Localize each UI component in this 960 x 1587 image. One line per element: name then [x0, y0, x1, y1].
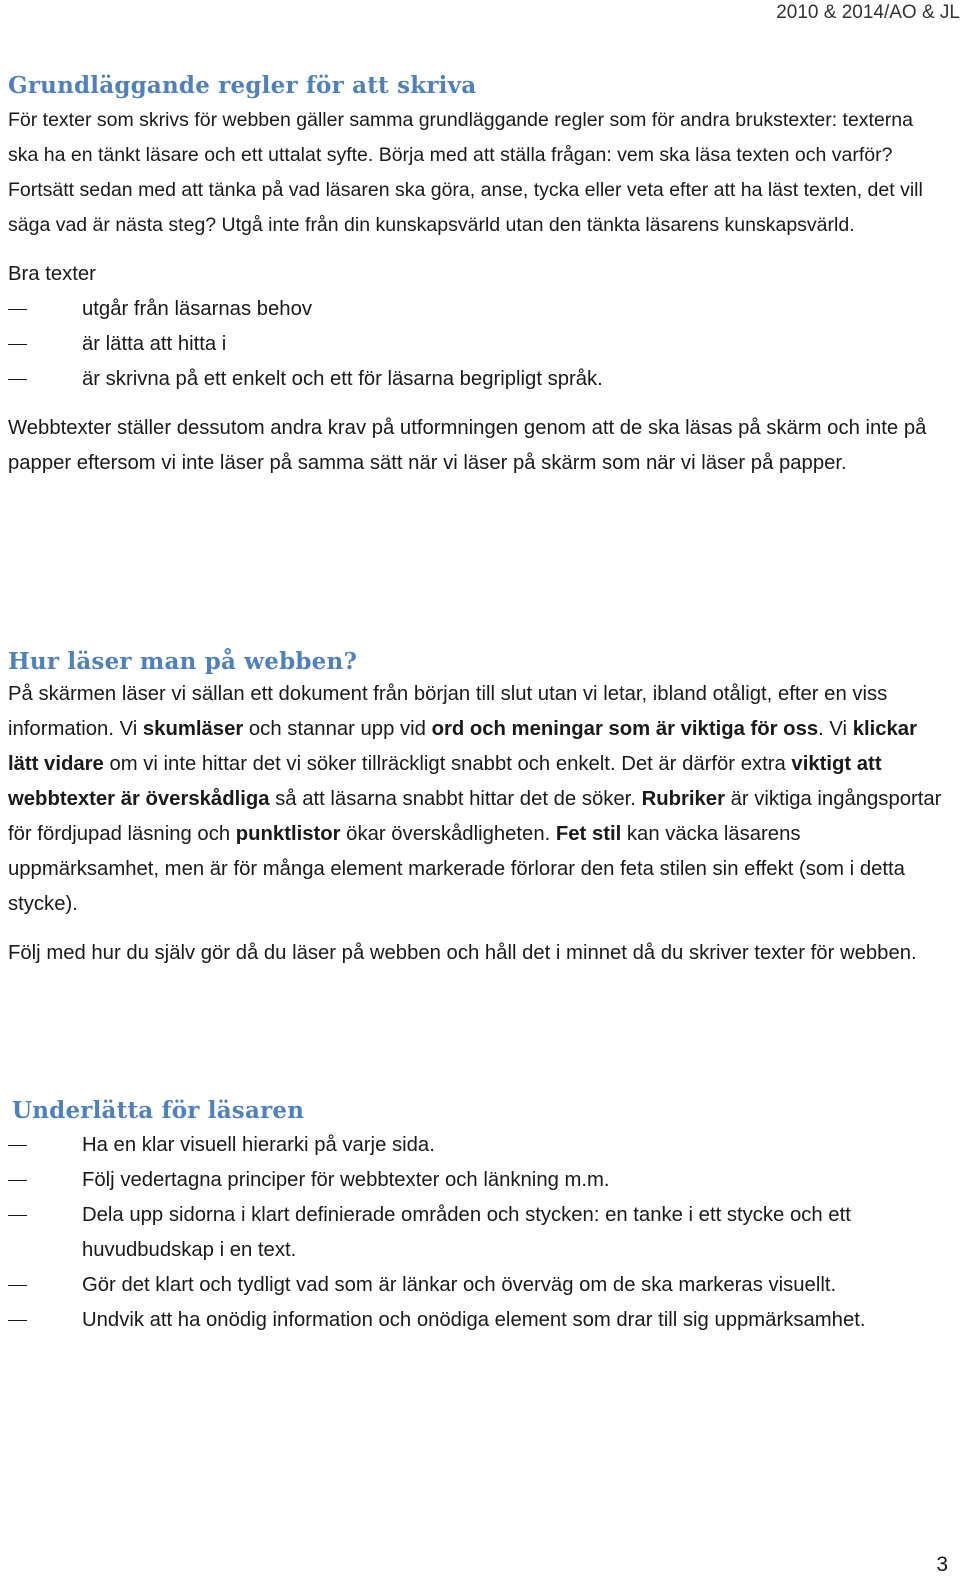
list-item: Ha en klar visuell hierarki på varje sida. [8, 1128, 946, 1163]
dash-bullet-icon [8, 1285, 27, 1286]
list-item: är lätta att hitta i [8, 327, 946, 362]
section-heading: Grundläggande regler för att skriva [8, 72, 477, 99]
dash-bullet-icon [8, 1215, 27, 1216]
dash-bullet-icon [8, 1180, 27, 1181]
list-item: Gör det klart och tydligt vad som är länkar och överväg om de ska markeras visuellt. [8, 1268, 946, 1303]
dash-bullet-icon [8, 1320, 27, 1321]
screen-paragraph: Webbtexter ställer dessutom andra krav på utformningen genom att de ska läsas på skärm och inte på papper eftersom vi inte läser på samma sätt när vi läser på skärm som när vi läser på papper. [8, 417, 927, 474]
list-item: Följ vedertagna principer för webbtexter och länkning m.m. [8, 1163, 946, 1198]
section-heading: Underlätta för läsaren [12, 1097, 305, 1124]
intro-paragraph: För texter som skrivs för webben gäller samma grundläggande regler som för andra brukstexter: texterna ska ha en tänkt läsare och ett uttalat syfte. Börja med att ställa frågan: vem ska läsa texten och varför? Fortsätt sedan med att tänka på vad läsaren ska göra, anse, tycka eller veta efter att ha läst texten, det vill säga vad är nästa steg? Utgå inte från din kunskapsvärld utan den tänkta läsarens kunskapsvärld. [8, 109, 923, 236]
dash-bullet-icon [8, 344, 27, 345]
list-item: Dela upp sidorna i klart definierade områden och stycken: en tanke i ett stycke och ett huvudbudskap i en text. [8, 1198, 946, 1268]
dash-bullet-icon [8, 379, 27, 380]
follow-paragraph: Följ med hur du själv gör då du läser på webben och håll det i minnet då du skriver texter för webben. [8, 942, 917, 964]
good-texts-list [8, 292, 946, 397]
section-basic-rules [8, 72, 946, 481]
dash-bullet-icon [8, 1145, 27, 1146]
dash-bullet-icon [8, 309, 27, 310]
page-header: 2010 & 2014/AO & JL [776, 2, 960, 23]
page-number: 3 [936, 1553, 948, 1576]
list-item: Undvik att ha onödig information och onödiga element som drar till sig uppmärksamhet. [8, 1303, 946, 1338]
help-reader-list [8, 1128, 946, 1338]
reading-paragraph: På skärmen läser vi sällan ett dokument från början till slut utan vi letar, ibland otåligt, efter en viss information. Vi skumläser och stannar upp vid ord och meningar som är viktiga för oss. Vi klickar lätt vidare om vi inte hittar det vi söker tillräckligt snabbt och enkelt. Det är därför extra viktigt att webbtexter är överskådliga så att läsarna snabbt hittar det de söker. Rubriker är viktiga ingångsportar för fördjupad läsning och punktlistor ökar överskådligheten. Fet stil kan väcka läsarens uppmärksamhet, men är för många element markerade förlorar den feta stilen sin effekt (som i detta stycke). [8, 683, 942, 915]
list-item: är skrivna på ett enkelt och ett för läsarna begripligt språk. [8, 362, 946, 397]
list-intro: Bra texter [8, 263, 96, 285]
section-web-reading [8, 648, 946, 971]
section-heading: Hur läser man på webben? [8, 648, 358, 675]
list-item: utgår från läsarnas behov [8, 292, 946, 327]
section-help-reader [12, 1097, 946, 1338]
